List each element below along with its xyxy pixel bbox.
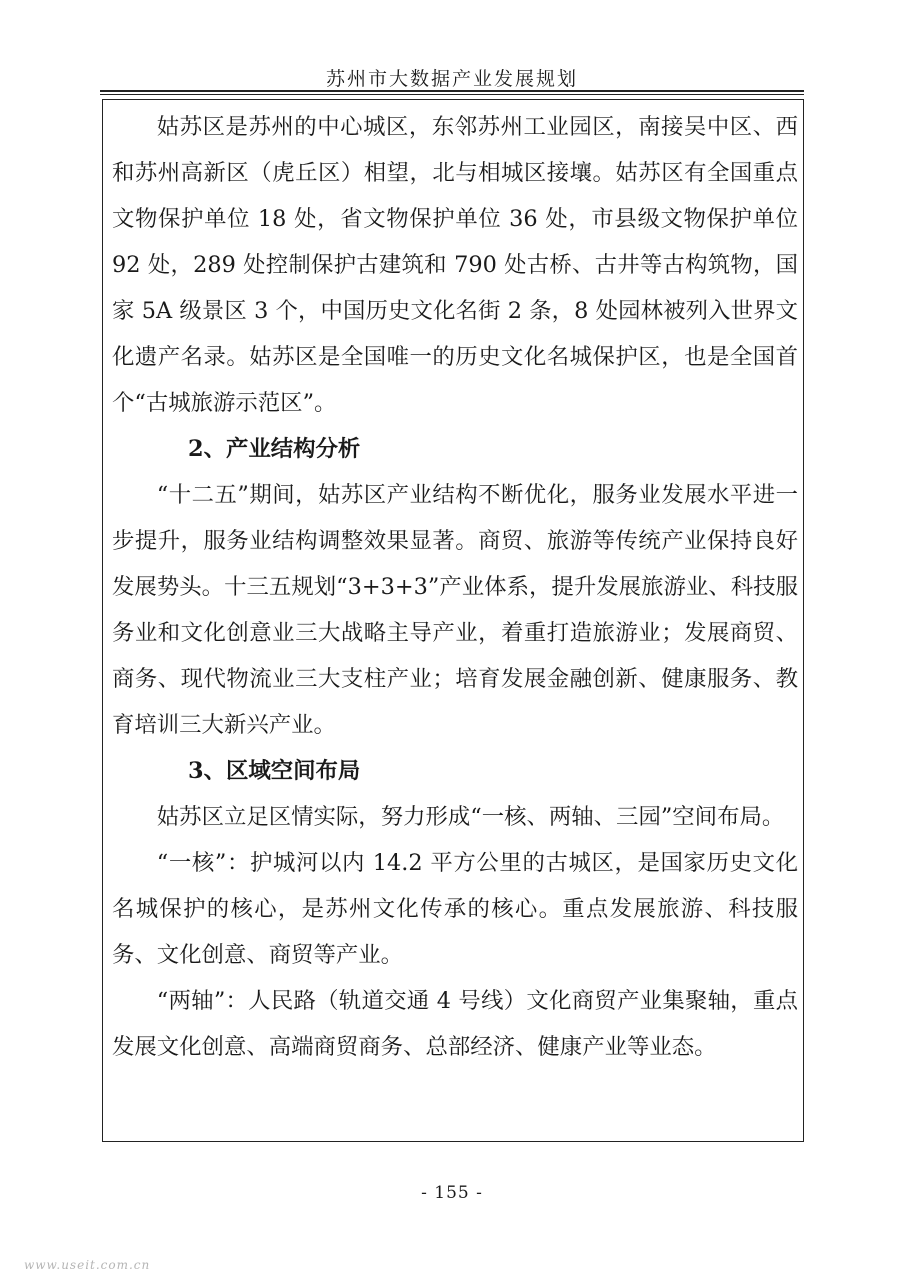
- page-body: [112, 104, 798, 1070]
- header-rule-thin: [100, 94, 804, 95]
- paragraph-district-overview: 姑苏区是苏州的中心城区，东邻苏州工业园区，南接吴中区、西和苏州高新区（虎丘区）相望，北与相城区接壤。姑苏区有全国重点文物保护单位 18 处，省文物保护单位 36 处，市县级文物保护单位 92 处，289 处控制保护古建筑和 790 处古桥、古井等古构筑物，国家 5A 级景区 3 个，中国历史文化名街 2 条，8 处园林被列入世界文化遗产名录。姑苏区是全国唯一的历史文化名城保护区，也是全国首个“古城旅游示范区”。: [112, 114, 798, 416]
- running-header: 苏州市大数据产业发展规划: [325, 68, 578, 90]
- paragraph-two-axes: “两轴”：人民路（轨道交通 4 号线）文化商贸产业集聚轴，重点发展文化创意、高端商贸商务、总部经济、健康产业等业态。: [112, 988, 798, 1060]
- paragraph-spatial-layout: 姑苏区立足区情实际，努力形成“一核、两轴、三园”空间布局。: [156, 804, 785, 830]
- section-heading-industry-structure: 2、产业结构分析: [188, 436, 361, 462]
- page-number: - 155 -: [421, 1183, 483, 1203]
- watermark: www.useit.com.cn: [24, 1258, 151, 1272]
- header-rule-thick: [100, 90, 804, 92]
- paragraph-industry-structure: “十二五”期间，姑苏区产业结构不断优化，服务业发展水平进一步提升，服务业结构调整效果显著。商贸、旅游等传统产业保持良好发展势头。十三五规划“3+3+3”产业体系，提升发展旅游业、科技服务业和文化创意业三大战略主导产业，着重打造旅游业；发展商贸、商务、现代物流业三大支柱产业；培育发展金融创新、健康服务、教育培训三大新兴产业。: [112, 482, 798, 738]
- paragraph-one-core: “一核”：护城河以内 14.2 平方公里的古城区，是国家历史文化名城保护的核心，是苏州文化传承的核心。重点发展旅游、科技服务、文化创意、商贸等产业。: [112, 850, 798, 968]
- section-heading-spatial-layout: 3、区域空间布局: [188, 758, 361, 784]
